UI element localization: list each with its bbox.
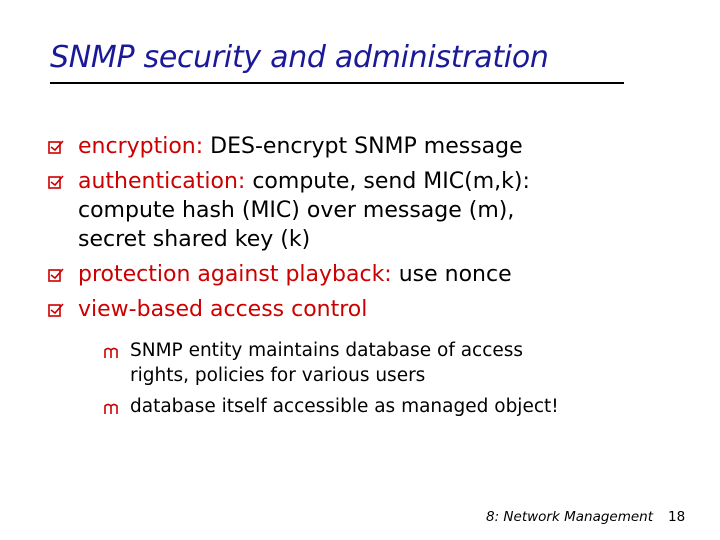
bullet-authentication <box>48 167 688 254</box>
bullet-text: use nonce <box>391 262 512 287</box>
title-underline <box>50 82 624 84</box>
bullet-list <box>48 132 688 425</box>
bullet-continuation: secret shared key (k) <box>78 227 311 252</box>
subbullet-list <box>104 338 688 419</box>
page-number: 18 <box>668 509 686 525</box>
m-shaped-bullet-icon <box>104 347 118 359</box>
subbullet-text: database itself accessible as managed object! <box>130 396 559 417</box>
slide-title: SNMP security and administration <box>50 40 549 75</box>
box-check-bullet-icon <box>48 175 64 189</box>
bullet-keyword: view-based access control <box>78 297 368 322</box>
bullet-encryption <box>48 132 688 161</box>
subbullet-text: SNMP entity maintains database of access <box>130 340 524 361</box>
footer-label: 8: Network Management <box>486 509 654 525</box>
bullet-keyword: authentication: <box>78 169 246 194</box>
bullet-continuation: compute hash (MIC) over message (m), <box>78 198 515 223</box>
bullet-view-based-access <box>48 295 688 419</box>
bullet-text: compute, send MIC(m,k): <box>245 169 530 194</box>
bullet-text: DES-encrypt SNMP message <box>203 134 523 159</box>
bullet-playback-protection <box>48 260 688 289</box>
subbullet-database-managed-object <box>104 394 688 419</box>
m-shaped-bullet-icon <box>104 403 118 415</box>
bullet-keyword: protection against playback: <box>78 262 392 287</box>
bullet-keyword: encryption: <box>78 134 204 159</box>
subbullet-snmp-entity <box>104 338 688 388</box>
box-check-bullet-icon <box>48 140 64 154</box>
box-check-bullet-icon <box>48 268 64 282</box>
box-check-bullet-icon <box>48 303 64 317</box>
subbullet-text: rights, policies for various users <box>130 365 426 386</box>
